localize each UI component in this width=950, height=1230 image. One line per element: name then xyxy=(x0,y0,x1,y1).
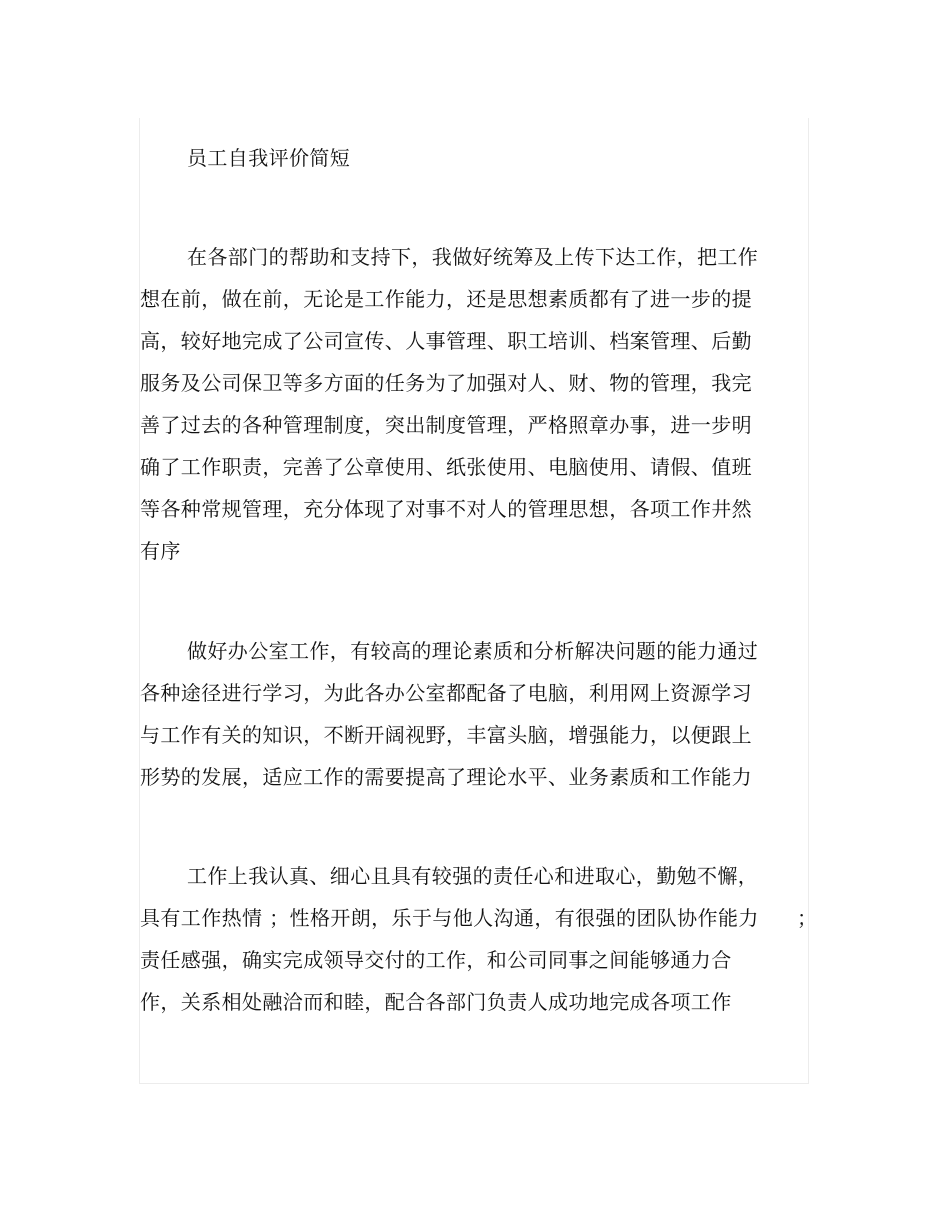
paragraph-3-line-1: 工作上我认真、细心且具有较强的责任心和进取心，勤勉不懈， xyxy=(187,864,759,888)
paragraph-1-line-3: 高，较好地完成了公司宣传、人事管理、职工培训、档案管理、后勤 xyxy=(140,329,752,353)
paragraph-2-line-2: 各种途径进行学习，为此各办公室都配备了电脑，利用网上资源学习 xyxy=(140,681,752,705)
paragraph-3-line-3: 责任感强，确实完成领导交付的工作，和公司同事之间能够通力合 xyxy=(140,948,732,972)
paragraph-3-line-4: 作，关系相处融洽而和睦，配合各部门负责人成功地完成各项工作 xyxy=(140,990,732,1014)
paragraph-3-line-2: 具有工作热情 ；性格开朗，乐于与他人沟通，有很强的团队协作能力 xyxy=(140,906,759,930)
paragraph-1-line-7: 等各种常规管理，充分体现了对事不对人的管理思想，各项工作井然 xyxy=(140,497,752,521)
paragraph-2-line-1: 做好办公室工作，有较高的理论素质和分析解决问题的能力通过 xyxy=(187,639,759,663)
paragraph-1-line-5: 善了过去的各种管理制度，突出制度管理，严格照章办事，进一步明 xyxy=(140,413,752,437)
paragraph-1-line-8: 有序 xyxy=(140,539,181,563)
paragraph-1-line-1: 在各部门的帮助和支持下，我做好统筹及上传下达工作，把工作 xyxy=(187,245,759,269)
paragraph-2-line-4: 形势的发展，适应工作的需要提高了理论水平、业务素质和工作能力 xyxy=(140,765,752,789)
paragraph-1-line-2: 想在前，做在前，无论是工作能力，还是思想素质都有了进一步的提 xyxy=(140,287,752,311)
paragraph-1-line-6: 确了工作职责，完善了公章使用、纸张使用、电脑使用、请假、值班 xyxy=(140,455,752,479)
paragraph-1-line-4: 服务及公司保卫等多方面的任务为了加强对人、财、物的管理，我完 xyxy=(140,371,752,395)
paragraph-3-stray-semicolon: ； xyxy=(797,906,818,930)
document-title: 员工自我评价简短 xyxy=(187,146,351,170)
paragraph-2-line-3: 与工作有关的知识，不断开阔视野，丰富头脑，增强能力，以便跟上 xyxy=(140,723,752,747)
